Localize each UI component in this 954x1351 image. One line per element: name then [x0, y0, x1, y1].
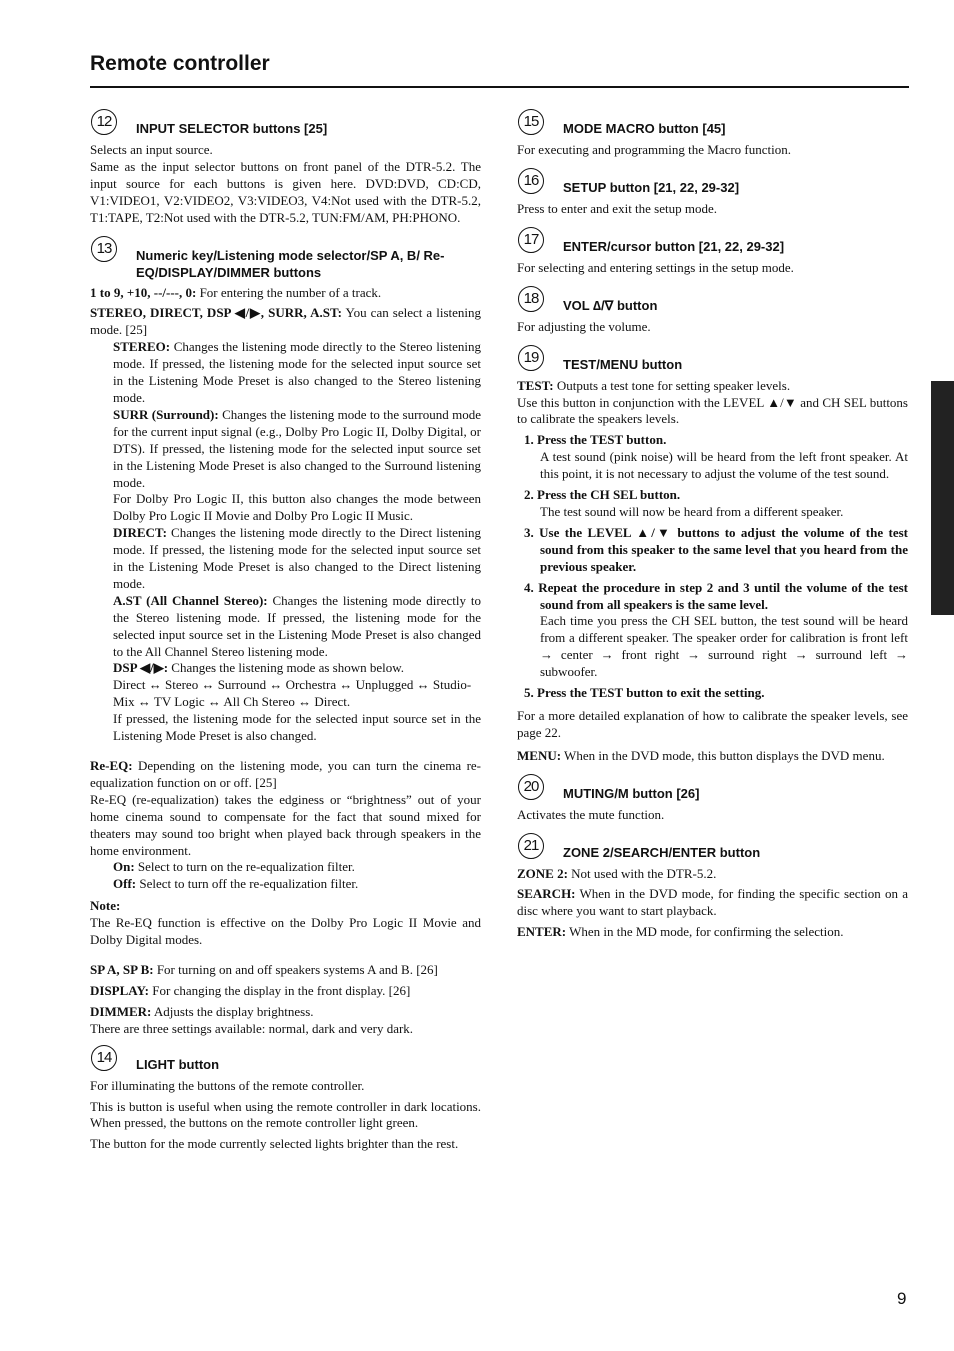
section-heading: MUTING/M button [26]	[563, 785, 700, 801]
paragraph: A.ST (All Channel Stereo): Changes the listening mode directly to the Stereo listening mode. If pressed, the listening mode for the selected input source set in the Listening Mode Preset is also changed to the All Channel Stereo listening mode.	[113, 592, 481, 659]
paragraph: A test sound (pink noise) will be heard from the left front speaker. At this point, it is not necessary to adjust the volume of the test sound.	[540, 449, 908, 482]
left-column	[90, 108, 481, 1157]
paragraph: For illuminating the buttons of the remote controller.	[90, 1077, 365, 1093]
paragraph: For a more detailed explanation of how to calibrate the speaker levels, see page 22.	[517, 707, 908, 740]
section-heading: ZONE 2/SEARCH/ENTER button	[563, 844, 761, 860]
section-heading: LIGHT button	[136, 1056, 220, 1072]
title-rule	[90, 86, 909, 88]
number-badge: 12	[91, 109, 117, 135]
number-badge: 13	[91, 236, 117, 262]
number-badge: 16	[518, 168, 544, 194]
paragraph: Each time you press the CH SEL button, the test sound will be heard from a different speaker. The speaker order for calibration is front left → center → front right → surround right → surround left → subwoofer.	[540, 613, 908, 680]
section-heading: Numeric key/Listening mode selector/SP A, B/ Re-EQ/DISPLAY/DIMMER buttons	[136, 247, 445, 280]
step-3: 3. Use the LEVEL ▲/▼ buttons to adjust the volume of the test sound from this speaker to the same level that you heard from the previous speaker.	[524, 524, 908, 574]
step-2: 2. Press the CH SEL button.	[524, 487, 681, 503]
note-label: Note:	[90, 898, 121, 914]
paragraph: STEREO, DIRECT, DSP ◀/▶, SURR, A.ST: You can select a listening mode. [25]	[90, 305, 481, 338]
paragraph: For selecting and entering settings in the setup mode.	[517, 259, 794, 275]
number-badge: 14	[91, 1045, 117, 1071]
paragraph: Off: Select to turn off the re-equalization filter.	[113, 876, 359, 892]
paragraph: DIRECT: Changes the listening mode directly to the Direct listening mode. If pressed, the listening mode for the selected input source set in the Listening Mode Preset is also changed to the Direct listening mode.	[113, 525, 481, 591]
section-heading: VOL ∆/∇ button	[563, 297, 658, 313]
section-13	[90, 235, 481, 281]
section-14	[90, 1044, 481, 1074]
step-4: 4. Repeat the procedure in step 2 and 3 until the volume of the test sound from all speakers is the same level.	[524, 579, 908, 612]
paragraph: TEST: Outputs a test tone for setting speaker levels.	[517, 377, 791, 393]
paragraph: MENU: When in the DVD mode, this button displays the DVD menu.	[517, 747, 885, 763]
paragraph: The test sound will now be heard from a different speaker.	[540, 503, 844, 519]
number-badge: 21	[518, 833, 544, 859]
paragraph: Direct ↔ Stereo ↔ Surround ↔ Orchestra ↔ Unplugged ↔ Studio-Mix ↔ TV Logic ↔ All Ch Stereo ↔ Direct.	[113, 677, 472, 710]
step-1: 1. Press the TEST button.	[524, 432, 667, 448]
paragraph: Press to enter and exit the setup mode.	[517, 200, 718, 216]
paragraph: Selects an input source.	[90, 142, 213, 157]
paragraph: Re-EQ (re-equalization) takes the edginess or “brightness” out of your home cinema sound to compensate for the fact that sound mixed for theaters may sound too bright when played back through speakers in the home environment.	[90, 791, 481, 858]
paragraph: DISPLAY: For changing the display in the front display. [26]	[90, 982, 411, 998]
step-5: 5. Press the TEST button to exit the setting.	[524, 685, 765, 701]
section-21	[517, 832, 908, 862]
paragraph: Activates the mute function.	[517, 806, 665, 822]
section-heading: INPUT SELECTOR buttons [25]	[136, 121, 328, 136]
paragraph: For adjusting the volume.	[517, 318, 651, 334]
paragraph: DSP ◀/▶: Changes the listening mode as shown below.	[113, 660, 405, 676]
paragraph: There are three settings available: normal, dark and very dark.	[90, 1020, 414, 1036]
right-column	[517, 108, 908, 945]
paragraph: ENTER: When in the MD mode, for confirming the selection.	[517, 924, 844, 940]
number-badge: 18	[518, 286, 544, 312]
section-18	[517, 285, 908, 315]
paragraph: Same as the input selector buttons on front panel of the DTR-5.2. The input source for each buttons is given here. DVD:DVD, CD:CD, V1:VIDEO1, V2:VIDEO2, V3:VIDEO3, V4:Not used with the DTR-5.2, T1:TAPE, T2:Not used with the DTR-5.2, TUN:FM/AM, PH:PHONO.	[90, 158, 481, 225]
page-number: 9	[897, 1289, 907, 1308]
paragraph: 1 to 9, +10, --/---, 0: For entering the number of a track.	[90, 284, 382, 300]
paragraph: ZONE 2: Not used with the DTR-5.2.	[517, 865, 717, 881]
paragraph: On: Select to turn on the re-equalization filter.	[113, 859, 355, 875]
section-19	[517, 344, 908, 374]
number-badge: 15	[518, 109, 544, 135]
section-heading: MODE MACRO button [45]	[563, 121, 726, 136]
number-badge: 19	[518, 345, 544, 371]
paragraph: STEREO: Changes the listening mode directly to the Stereo listening mode. If pressed, the listening mode for the selected input source set in the Listening Mode Preset is also changed to the Stereo listening mode.	[113, 339, 481, 405]
paragraph: Use this button in conjunction with the LEVEL ▲/▼ and CH SEL buttons to calibrate the speakers levels.	[517, 394, 908, 427]
section-15	[517, 108, 908, 138]
page-title: Remote controller	[90, 52, 270, 75]
section-heading: SETUP button [21, 22, 29-32]	[563, 179, 740, 195]
number-badge: 17	[518, 227, 544, 253]
paragraph: The button for the mode currently selected lights brighter than the rest.	[90, 1136, 459, 1152]
section-tab-marker	[931, 381, 954, 615]
section-heading: TEST/MENU button	[563, 356, 683, 372]
paragraph: SURR (Surround): Changes the listening mode to the surround mode for the current input signal (e.g., Dolby Pro Logic II, Dolby Digital, or DTS). If pressed, the listening mode for the selected input source set in the Listening Mode Preset is also changed to the Surround listening mode.	[113, 406, 481, 490]
paragraph: This is button is useful when using the remote controller in dark locations. When pressed, the buttons on the remote controller light green.	[90, 1098, 481, 1131]
paragraph: Re-EQ: Depending on the listening mode, you can turn the cinema re-equalization function on or off. [25]	[90, 758, 481, 790]
paragraph: SP A, SP B: For turning on and off speakers systems A and B. [26]	[90, 961, 438, 977]
paragraph: The Re-EQ function is effective on the Dolby Pro Logic II Movie and Dolby Digital modes.	[90, 915, 481, 948]
section-heading: ENTER/cursor button [21, 22, 29-32]	[563, 238, 785, 254]
paragraph: If pressed, the listening mode for the selected input source set in the Listening Mode Preset is also changed.	[113, 711, 481, 744]
number-badge: 20	[518, 774, 544, 800]
section-20	[517, 773, 908, 803]
section-16	[517, 167, 908, 197]
paragraph: For executing and programming the Macro function.	[517, 142, 792, 157]
paragraph: DIMMER: Adjusts the display brightness.	[90, 1003, 314, 1019]
paragraph: SEARCH: When in the DVD mode, for finding the specific section on a disc where you want to start playback.	[517, 886, 908, 919]
section-12	[90, 108, 481, 138]
paragraph: For Dolby Pro Logic II, this button also changes the mode between Dolby Pro Logic II Movie and Dolby Pro Logic II Music.	[113, 491, 481, 524]
section-17	[517, 226, 908, 256]
